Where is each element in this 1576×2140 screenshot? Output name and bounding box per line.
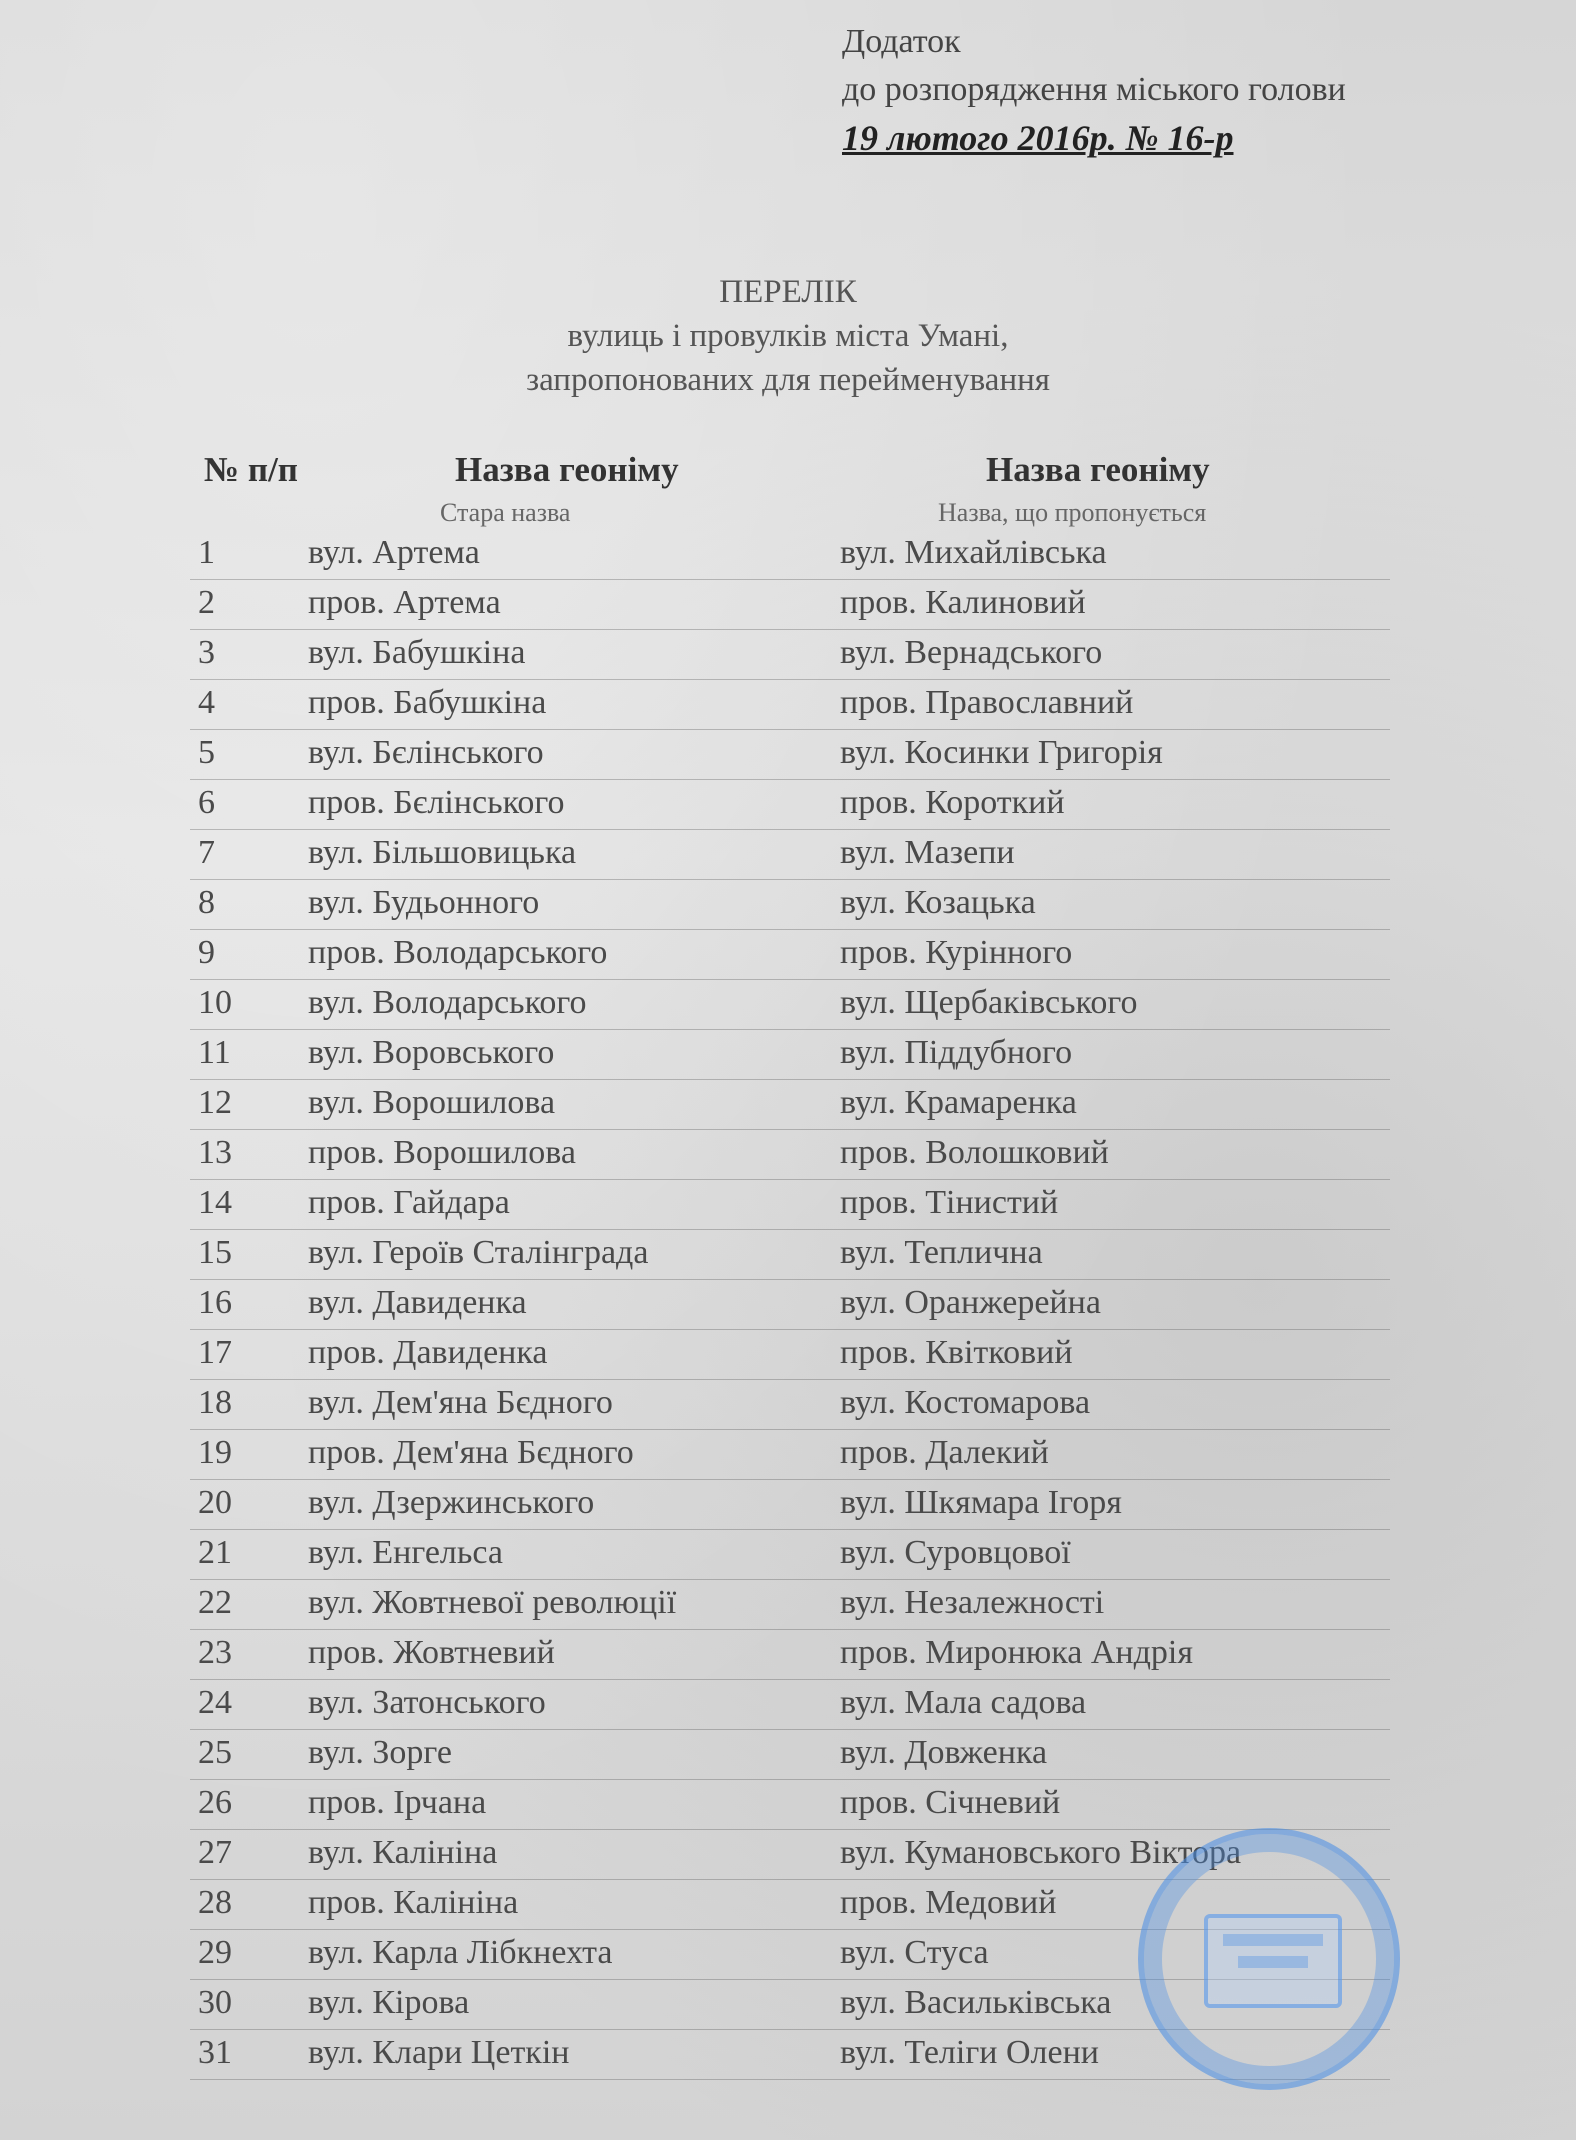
row-new-name: пров. Православний [840,684,1134,721]
row-number: 14 [198,1184,232,1221]
table-row [190,1280,1390,1330]
row-new-name: вул. Козацька [840,884,1036,921]
row-old-name: пров. Володарського [308,934,608,971]
row-old-name: вул. Дем'яна Бєдного [308,1384,613,1421]
row-new-name: вул. Кумановського Віктора [840,1834,1242,1871]
row-new-name: пров. Курінного [840,934,1073,971]
row-old-name: пров. Калініна [308,1884,519,1921]
row-old-name: вул. Бабушкіна [308,634,526,671]
table-subheader-row [190,494,1390,530]
decree-date-number: 19 лютого 2016р. № 16-р [842,118,1234,158]
row-number: 12 [198,1084,232,1121]
row-number: 29 [198,1934,232,1971]
row-new-name: пров. Січневий [840,1784,1061,1821]
table-row [190,580,1390,630]
table-row [190,1380,1390,1430]
row-new-name: пров. Волошковий [840,1134,1109,1171]
row-old-name: пров. Артема [308,584,501,621]
column-header-number: № п/п [204,450,298,489]
row-new-name: вул. Довженка [840,1734,1048,1771]
row-number: 11 [198,1034,231,1071]
heading-line-2: вулиць і провулків міста Умані, [567,318,1009,354]
row-number: 25 [198,1734,232,1771]
row-number: 18 [198,1384,232,1421]
row-old-name: вул. Володарського [308,984,587,1021]
row-new-name: пров. Калиновий [840,584,1086,621]
row-number: 27 [198,1834,232,1871]
row-old-name: вул. Енгельса [308,1534,503,1571]
row-old-name: вул. Зорге [308,1734,452,1771]
row-old-name: вул. Ворошилова [308,1084,556,1121]
row-number: 3 [198,634,215,671]
table-row [190,930,1390,980]
table-row [190,1680,1390,1730]
appendix-title: Додаток [842,23,961,60]
table-row [190,1580,1390,1630]
row-new-name: вул. Щербаківського [840,984,1138,1021]
official-stamp [1138,1828,1400,2090]
row-number: 13 [198,1134,232,1171]
row-new-name: вул. Стуса [840,1934,989,1971]
row-new-name: вул. Костомарова [840,1384,1091,1421]
row-number: 28 [198,1884,232,1921]
table-row [190,880,1390,930]
row-new-name: вул. Вернадського [840,634,1103,671]
heading-title: ПЕРЕЛІК [719,274,857,310]
row-number: 4 [198,684,215,721]
row-new-name: пров. Короткий [840,784,1065,821]
table-row [190,1030,1390,1080]
row-old-name: пров. Жовтневий [308,1634,555,1671]
row-number: 26 [198,1784,232,1821]
row-new-name: вул. Суровцової [840,1534,1071,1571]
appendix-block [842,18,1346,162]
row-old-name: вул. Калініна [308,1834,498,1871]
row-number: 22 [198,1584,232,1621]
table-row [190,1780,1390,1830]
stamp-center-plate [1204,1914,1342,2008]
row-number: 17 [198,1334,232,1371]
row-new-name: вул. Шкямара Ігоря [840,1484,1122,1521]
row-old-name: пров. Гайдара [308,1184,510,1221]
row-old-name: пров. Бєлінського [308,784,565,821]
row-number: 20 [198,1484,232,1521]
table-row [190,1430,1390,1480]
row-old-name: вул. Клари Цеткін [308,2034,570,2071]
table-row [190,1480,1390,1530]
row-old-name: вул. Карла Лібкнехта [308,1934,613,1971]
row-old-name: вул. Більшовицька [308,834,577,871]
table-row [190,1130,1390,1180]
row-number: 15 [198,1234,232,1271]
row-old-name: вул. Дзержинського [308,1484,595,1521]
row-number: 30 [198,1984,232,2021]
row-new-name: вул. Косинки Григорія [840,734,1163,771]
row-number: 2 [198,584,215,621]
row-number: 10 [198,984,232,1021]
row-old-name: вул. Воровського [308,1034,555,1071]
row-old-name: вул. Давиденка [308,1284,527,1321]
row-new-name: вул. Михайлівська [840,534,1107,571]
row-new-name: пров. Медовий [840,1884,1057,1921]
row-new-name: вул. Крамаренка [840,1084,1077,1121]
table-row [190,680,1390,730]
row-old-name: вул. Героїв Сталінграда [308,1234,649,1271]
row-old-name: пров. Ірчана [308,1784,487,1821]
row-old-name: вул. Затонського [308,1684,546,1721]
row-new-name: пров. Тінистий [840,1184,1059,1221]
row-number: 6 [198,784,215,821]
row-old-name: вул. Кірова [308,1984,470,2021]
row-number: 8 [198,884,215,921]
table-row [190,1230,1390,1280]
row-new-name: вул. Піддубного [840,1034,1073,1071]
heading-line-3: запропонованих для перейменування [526,362,1050,398]
row-new-name: вул. Мазепи [840,834,1015,871]
row-number: 1 [198,534,215,571]
row-new-name: пров. Далекий [840,1434,1049,1471]
table-row [190,1630,1390,1680]
subheader-new-name: Назва, що пропонується [938,498,1207,527]
column-header-old-name: Назва геоніму [455,450,679,489]
table-row [190,980,1390,1030]
table-row [190,1530,1390,1580]
row-number: 21 [198,1534,232,1571]
table-row [190,830,1390,880]
renaming-table [190,450,1390,2080]
row-number: 5 [198,734,215,771]
list-heading [0,270,1576,402]
row-number: 24 [198,1684,232,1721]
table-row [190,630,1390,680]
table-row [190,1730,1390,1780]
column-header-new-name: Назва геоніму [986,450,1210,489]
row-number: 31 [198,2034,232,2071]
subheader-old-name: Стара назва [440,498,571,527]
table-row [190,1180,1390,1230]
row-old-name: пров. Бабушкіна [308,684,547,721]
row-number: 16 [198,1284,232,1321]
row-old-name: пров. Давиденка [308,1334,548,1371]
row-new-name: вул. Васильківська [840,1984,1112,2021]
row-number: 19 [198,1434,232,1471]
row-old-name: вул. Артема [308,534,480,571]
row-new-name: пров. Миронюка Андрія [840,1634,1193,1671]
row-old-name: пров. Ворошилова [308,1134,576,1171]
row-new-name: вул. Теплична [840,1234,1043,1271]
row-new-name: вул. Незалежності [840,1584,1105,1621]
table-row [190,530,1390,580]
row-number: 23 [198,1634,232,1671]
table-header-row [190,450,1390,494]
table-row [190,780,1390,830]
row-new-name: пров. Квітковий [840,1334,1073,1371]
row-new-name: вул. Теліги Олени [840,2034,1099,2071]
row-number: 9 [198,934,215,971]
table-row [190,1080,1390,1130]
row-number: 7 [198,834,215,871]
row-old-name: вул. Жовтневої революції [308,1584,677,1621]
row-new-name: вул. Мала садова [840,1684,1087,1721]
row-old-name: вул. Бєлінського [308,734,544,771]
row-old-name: вул. Будьонного [308,884,540,921]
table-row [190,730,1390,780]
appendix-reference: до розпорядження міського голови [842,71,1346,108]
table-row [190,1330,1390,1380]
row-new-name: вул. Оранжерейна [840,1284,1101,1321]
row-old-name: пров. Дем'яна Бєдного [308,1434,634,1471]
